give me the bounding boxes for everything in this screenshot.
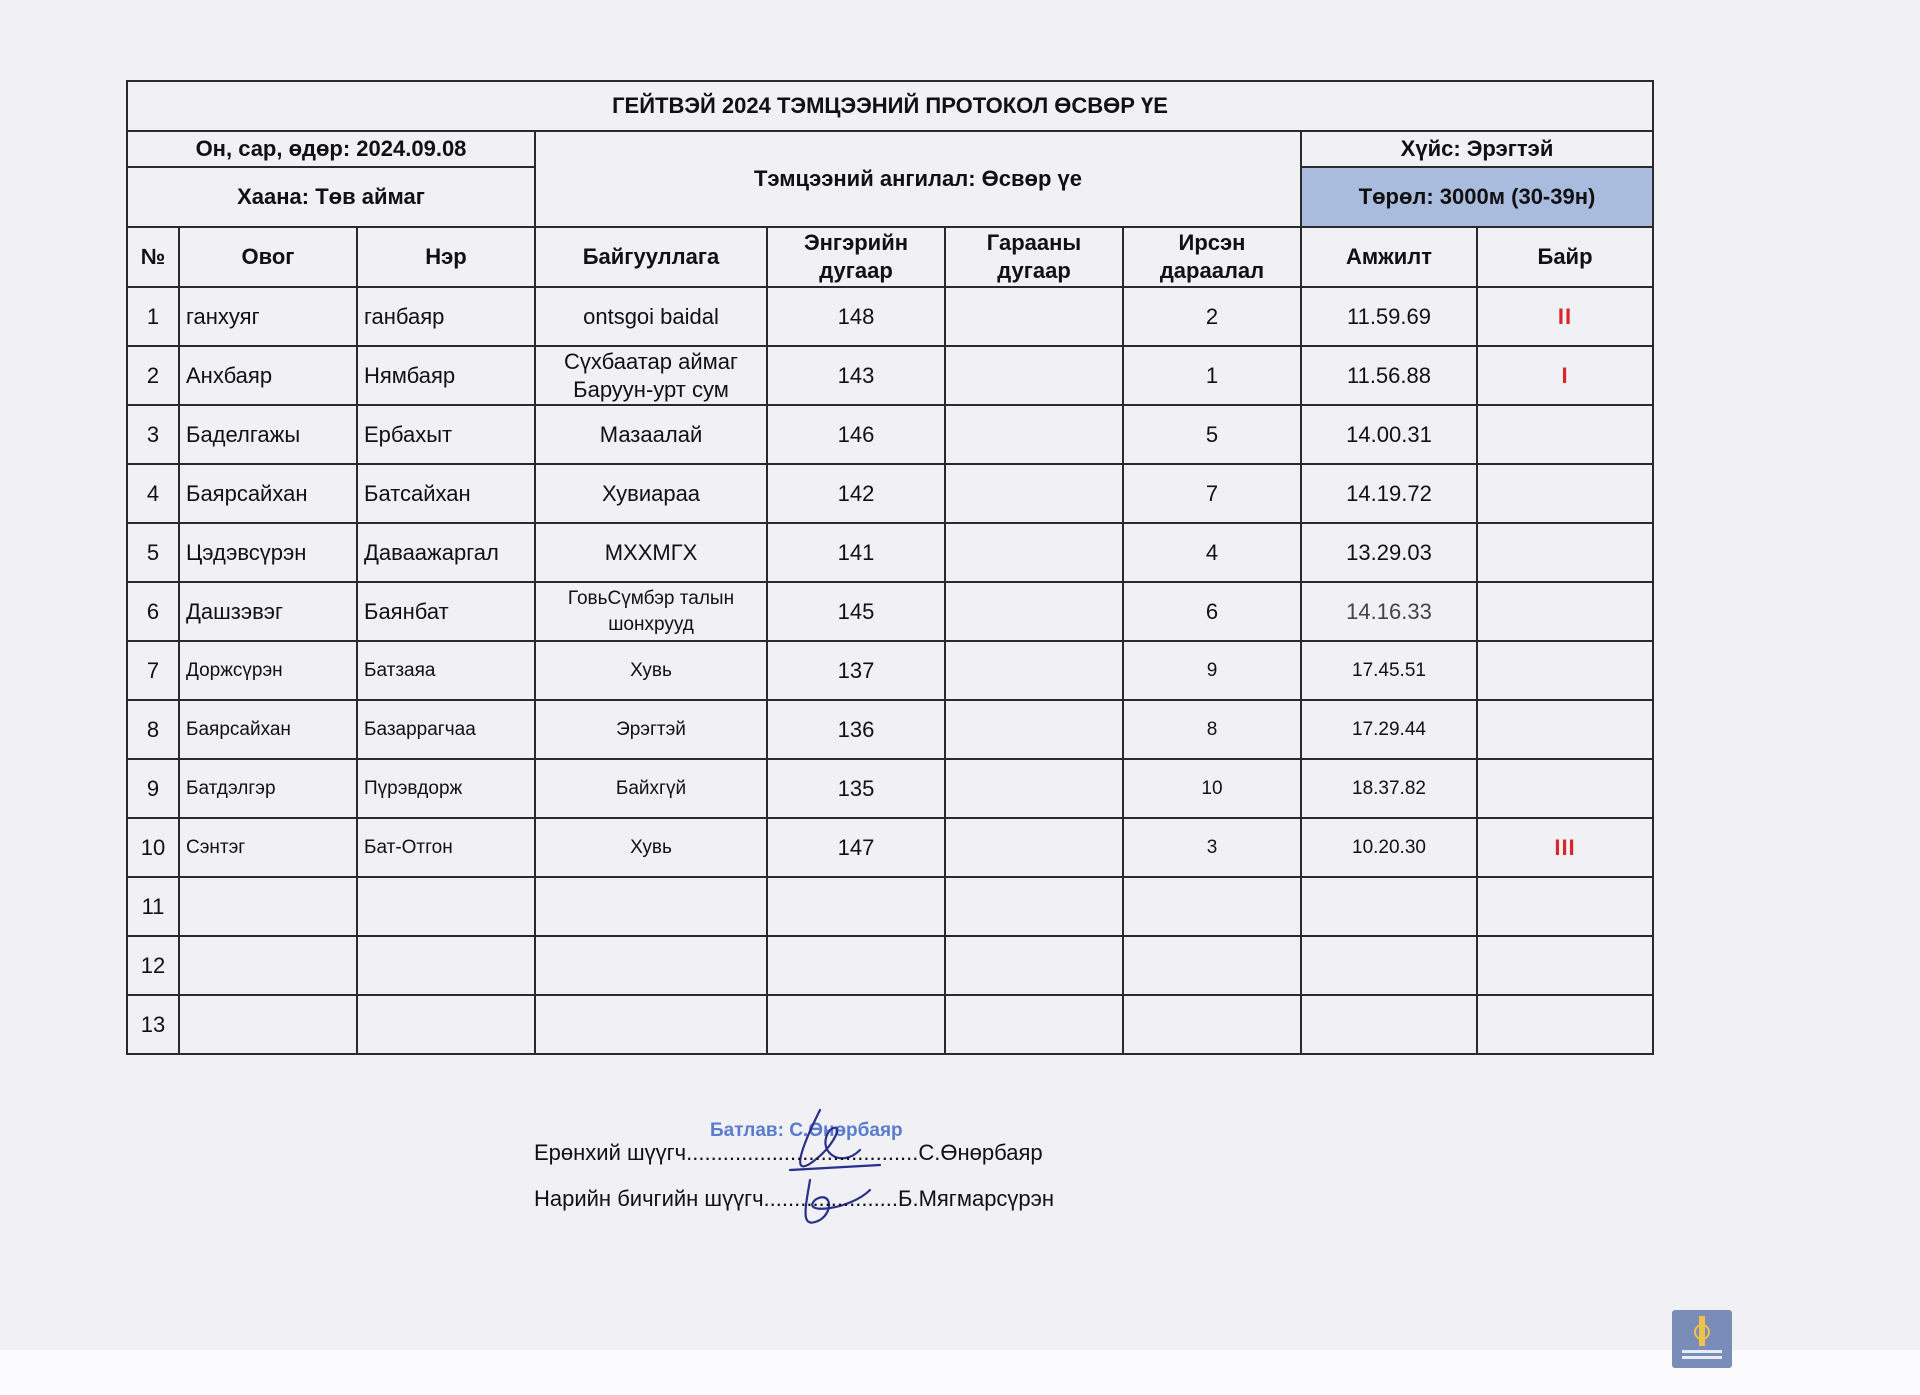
table-row [127,936,1653,995]
row-result: 13.29.03 [1301,523,1477,582]
row-num: 8 [127,700,179,759]
row-num: 11 [127,877,179,936]
row-start [945,523,1123,582]
row-surname: Анхбаяр [179,346,357,405]
row-start [945,405,1123,464]
row-start [945,759,1123,818]
row-finish-order: 10 [1123,759,1301,818]
row-finish-order [1123,995,1301,1054]
date-cell: Он, сар, өдөр: 2024.09.08 [127,131,535,167]
row-name: Ербахыт [357,405,535,464]
row-num: 13 [127,995,179,1054]
row-org: ontsgoi baidal [535,287,767,346]
row-name: Баянбат [357,582,535,641]
secretary-line: Нарийн бичгийн шүүгч......................Б.Мягмарсүрэн [534,1186,1055,1211]
table-row [127,464,1653,523]
row-surname: ганхуяг [179,287,357,346]
row-surname [179,995,357,1054]
row-bib: 136 [767,700,945,759]
row-result: 18.37.82 [1301,759,1477,818]
row-name [357,877,535,936]
row-result: 17.29.44 [1301,700,1477,759]
row-num: 9 [127,759,179,818]
row-surname: Дашзэвэг [179,582,357,641]
row-start [945,877,1123,936]
row-start [945,464,1123,523]
approval-stamp: Батлав: С.Өнөрбаяр [710,1120,903,1141]
row-finish-order: 1 [1123,346,1301,405]
row-org [535,995,767,1054]
row-org: Сүхбаатар аймаг Баруун-урт сум [535,346,767,405]
row-num: 3 [127,405,179,464]
row-org: Эрэгтэй [535,700,767,759]
row-org: ГовьСүмбэр талын шонхрууд [535,582,767,641]
page-bottom-strip [0,1350,1920,1395]
col-header-name: Нэр [357,227,535,287]
col-header-surname: Овог [179,227,357,287]
table-row [127,818,1653,877]
row-rank [1477,464,1653,523]
col-header-bib: Энгэрийн дугаар [767,227,945,287]
table-row [127,346,1653,405]
row-org [535,936,767,995]
place-cell: Хаана: Төв аймаг [127,167,535,227]
row-num: 4 [127,464,179,523]
row-name: Пүрэвдорж [357,759,535,818]
emblem-logo-icon [1672,1310,1732,1368]
row-rank [1477,405,1653,464]
gender-cell: Хүйс: Эрэгтэй [1301,131,1653,167]
row-num: 6 [127,582,179,641]
row-rank [1477,995,1653,1054]
row-rank [1477,582,1653,641]
row-bib [767,995,945,1054]
row-finish-order: 5 [1123,405,1301,464]
column-header-row [127,227,1653,287]
row-rank [1477,877,1653,936]
row-finish-order: 9 [1123,641,1301,700]
table-row [127,641,1653,700]
row-result: 11.56.88 [1301,346,1477,405]
row-result: 17.45.51 [1301,641,1477,700]
category-cell: Тэмцээний ангилал: Өсвөр үе [535,131,1301,227]
protocol-table [126,80,1654,1055]
row-num: 10 [127,818,179,877]
row-name: Батзаяа [357,641,535,700]
col-header-result: Амжилт [1301,227,1477,287]
row-result: 14.19.72 [1301,464,1477,523]
row-bib: 148 [767,287,945,346]
row-finish-order [1123,936,1301,995]
row-name: Бат-Отгон [357,818,535,877]
row-rank: III [1477,818,1653,877]
row-rank [1477,759,1653,818]
col-header-org: Байгууллага [535,227,767,287]
row-start [945,582,1123,641]
row-rank: II [1477,287,1653,346]
row-surname [179,877,357,936]
row-bib: 146 [767,405,945,464]
row-result: 14.16.33 [1301,582,1477,641]
signature-block [534,1130,1054,1222]
row-finish-order: 2 [1123,287,1301,346]
row-org: Хувиараа [535,464,767,523]
row-bib: 137 [767,641,945,700]
row-surname: Цэдэвсүрэн [179,523,357,582]
row-start [945,700,1123,759]
document-title: ГЕЙТВЭЙ 2024 ТЭМЦЭЭНИЙ ПРОТОКОЛ ӨСВӨР ҮЕ [127,81,1653,131]
row-name [357,936,535,995]
row-name: Батсайхан [357,464,535,523]
row-bib: 145 [767,582,945,641]
row-finish-order: 3 [1123,818,1301,877]
row-num: 12 [127,936,179,995]
col-header-finish-order: Ирсэн дараалал [1123,227,1301,287]
row-name: Нямбаяр [357,346,535,405]
row-surname: Баделгажы [179,405,357,464]
row-surname: Баярсайхан [179,464,357,523]
row-bib: 143 [767,346,945,405]
table-row [127,287,1653,346]
row-result: 10.20.30 [1301,818,1477,877]
row-rank [1477,936,1653,995]
row-num: 5 [127,523,179,582]
row-finish-order [1123,877,1301,936]
row-surname [179,936,357,995]
row-name: Даваажаргал [357,523,535,582]
chief-judge-line: Ерөнхий шүүгч......................................С.Өнөрбаяр [534,1140,1043,1165]
row-org: Мазаалай [535,405,767,464]
row-finish-order: 6 [1123,582,1301,641]
row-start [945,346,1123,405]
col-header-start: Гарааны дугаар [945,227,1123,287]
row-result: 11.59.69 [1301,287,1477,346]
row-bib [767,936,945,995]
row-surname: Батдэлгэр [179,759,357,818]
row-org: Хувь [535,818,767,877]
row-org: Хувь [535,641,767,700]
row-start [945,641,1123,700]
row-num: 7 [127,641,179,700]
row-bib [767,877,945,936]
row-rank [1477,523,1653,582]
row-surname: Сэнтэг [179,818,357,877]
row-result [1301,877,1477,936]
row-name [357,995,535,1054]
table-row [127,877,1653,936]
row-bib: 135 [767,759,945,818]
row-num: 2 [127,346,179,405]
row-surname: Доржсүрэн [179,641,357,700]
row-bib: 141 [767,523,945,582]
row-rank: I [1477,346,1653,405]
row-org: МХХМГХ [535,523,767,582]
col-header-num: № [127,227,179,287]
table-row [127,582,1653,641]
table-row [127,995,1653,1054]
row-result: 14.00.31 [1301,405,1477,464]
row-org: Байхгүй [535,759,767,818]
row-name: Базаррагчаа [357,700,535,759]
row-name: ганбаяр [357,287,535,346]
table-row [127,700,1653,759]
col-header-rank: Байр [1477,227,1653,287]
row-bib: 147 [767,818,945,877]
row-finish-order: 7 [1123,464,1301,523]
event-type-cell: Төрөл: 3000м (30-39н) [1301,167,1653,227]
table-row [127,759,1653,818]
row-num: 1 [127,287,179,346]
row-start [945,936,1123,995]
row-rank [1477,641,1653,700]
row-rank [1477,700,1653,759]
table-row [127,405,1653,464]
row-result [1301,995,1477,1054]
row-result [1301,936,1477,995]
row-org [535,877,767,936]
row-bib: 142 [767,464,945,523]
row-finish-order: 8 [1123,700,1301,759]
row-surname: Баярсайхан [179,700,357,759]
table-row [127,523,1653,582]
row-start [945,995,1123,1054]
row-start [945,818,1123,877]
row-finish-order: 4 [1123,523,1301,582]
row-start [945,287,1123,346]
